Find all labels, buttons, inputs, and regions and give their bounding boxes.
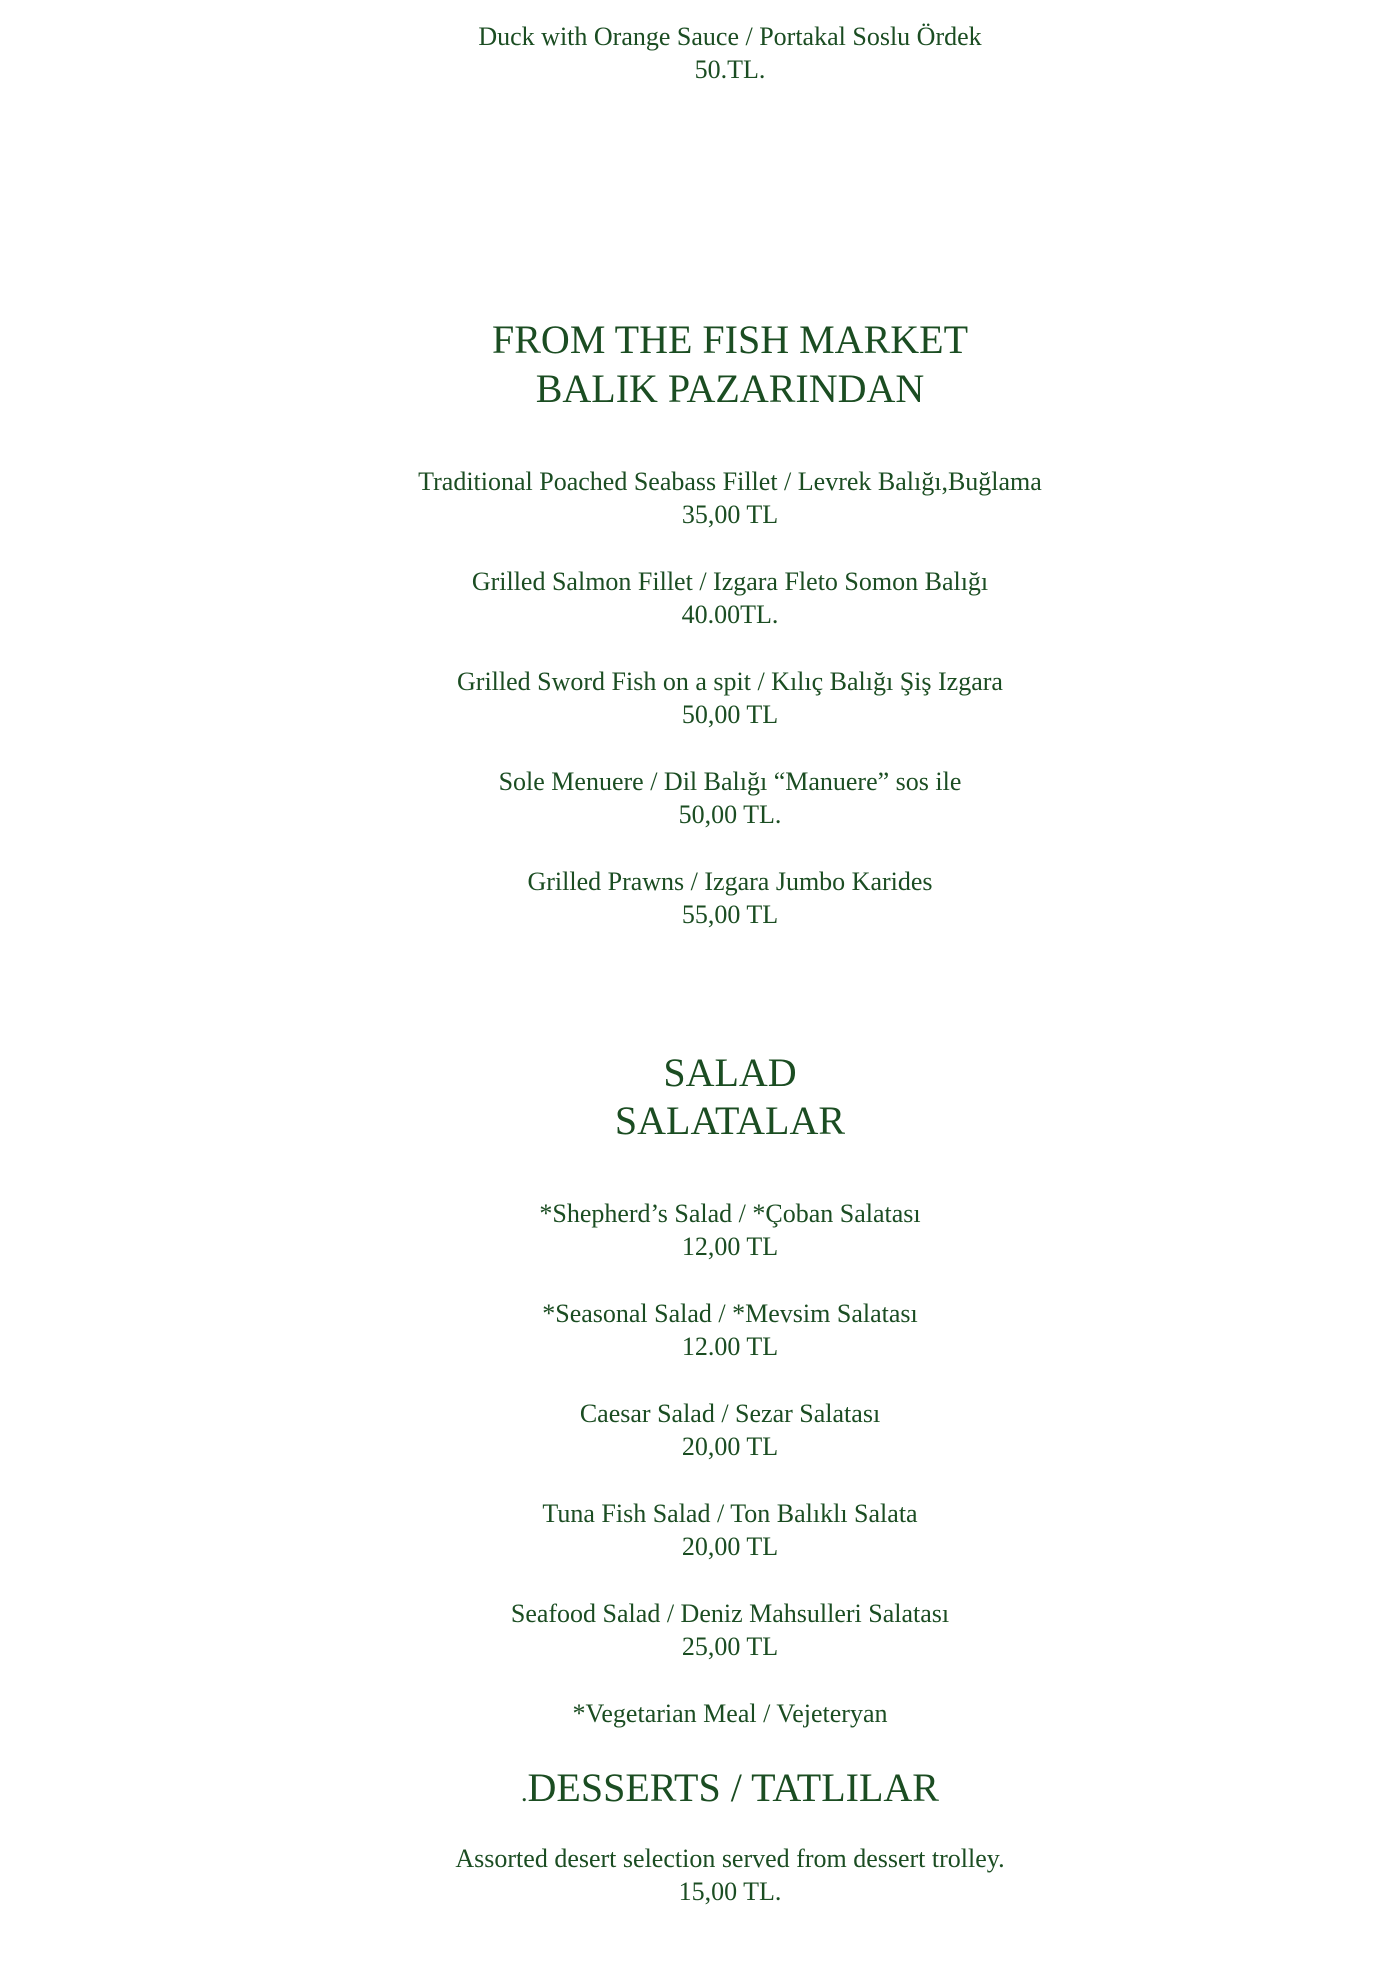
vegetarian-note: *Vegetarian Meal / Vejeteryan xyxy=(572,1699,888,1728)
menu-item-name: Traditional Poached Seabass Fillet / Levrek Balığı,Buğlama xyxy=(418,467,1042,496)
menu-item-name: Assorted desert selection served from dessert trolley. xyxy=(455,1844,1005,1873)
heading-dot: . xyxy=(521,1778,528,1807)
menu-item-price: 50.TL. xyxy=(694,55,766,84)
section-heading-fish-tr: BALIK PAZARINDAN xyxy=(535,366,925,411)
section-heading-salad-en: SALAD xyxy=(663,1050,797,1095)
menu-item-name: Duck with Orange Sauce / Portakal Soslu Ördek xyxy=(478,22,982,51)
menu-item-name: Grilled Sword Fish on a spit / Kılıç Balığı Şiş Izgara xyxy=(457,667,1003,696)
section-heading-desserts xyxy=(0,1764,1400,1817)
menu-item-name: Seafood Salad / Deniz Mahsulleri Salatası xyxy=(510,1599,950,1628)
menu-item-name: *Shepherd’s Salad / *Çoban Salatası xyxy=(539,1199,921,1228)
section-heading-salad-tr: SALATALAR xyxy=(614,1098,846,1143)
menu-item-price: 15,00 TL. xyxy=(678,1877,782,1906)
menu-item-name: Grilled Salmon Fillet / Izgara Fleto Somon Balığı xyxy=(471,567,989,596)
section-heading-fish-en: FROM THE FISH MARKET xyxy=(492,317,968,362)
menu-item-price: 12.00 TL xyxy=(681,1332,779,1361)
menu-item-price: 12,00 TL xyxy=(681,1232,779,1261)
menu-item-name: Caesar Salad / Sezar Salatası xyxy=(579,1399,881,1428)
menu-item-price: 20,00 TL xyxy=(681,1432,779,1461)
menu-item-name: Sole Menuere / Dil Balığı “Manuere” sos ile xyxy=(498,767,962,796)
menu-item-price: 20,00 TL xyxy=(681,1532,779,1561)
menu-item-name: Tuna Fish Salad / Ton Balıklı Salata xyxy=(542,1499,918,1528)
section-heading-desserts-text: DESSERTS / TATLILAR xyxy=(527,1765,939,1810)
menu-item-name: Grilled Prawns / Izgara Jumbo Karides xyxy=(527,867,933,896)
menu-item-price: 50,00 TL. xyxy=(678,800,782,829)
menu-item-price: 50,00 TL xyxy=(681,700,779,729)
menu-item-price: 55,00 TL xyxy=(681,900,779,929)
menu-item-price: 35,00 TL xyxy=(681,500,779,529)
menu-item-name: *Seasonal Salad / *Mevsim Salatası xyxy=(542,1299,918,1328)
menu-item-price: 40.00TL. xyxy=(681,600,779,629)
menu-item-price: 25,00 TL xyxy=(681,1632,779,1661)
